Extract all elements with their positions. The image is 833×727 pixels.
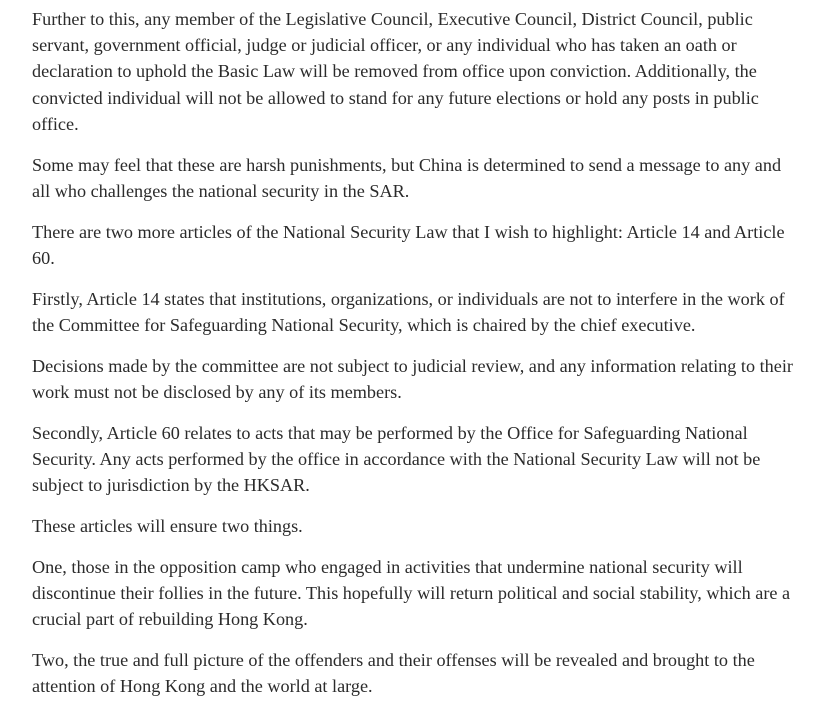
article-paragraph: There are two more articles of the National Security Law that I wish to highlight: Article 14 and Article 60. (32, 221, 785, 268)
article-paragraph: These articles will ensure two things. (32, 515, 303, 536)
article-paragraph: Further to this, any member of the Legislative Council, Executive Council, District Council, public servant, government official, judge or judicial officer, or any individual who has taken an oath or declaration to uphold the Basic Law will be removed from office upon conviction. Additionally, the convicted individual will not be allowed to stand for any future elections or hold any posts in public office. (32, 9, 759, 134)
article-paragraph: One, those in the opposition camp who engaged in activities that undermine national security will discontinue their follies in the future. This hopefully will return political and social stability, which are a crucial part of rebuilding Hong Kong. (32, 556, 791, 630)
article-paragraph: Two, the true and full picture of the offenders and their offenses will be revealed and brought to the attention of Hong Kong and the world at large. (32, 649, 755, 697)
article-paragraph: Decisions made by the committee are not subject to judicial review, and any information relating to their work must not be disclosed by any of its members. (32, 355, 793, 402)
article-paragraph: Secondly, Article 60 relates to acts that may be performed by the Office for Safeguarding National Security. Any acts performed by the office in accordance with the National Security Law will not be subject to jurisdiction by the HKSAR. (32, 422, 761, 496)
article-paragraph: Some may feel that these are harsh punishments, but China is determined to send a message to any and all who challenges the national security in the SAR. (32, 154, 782, 201)
article-paragraph: Firstly, Article 14 states that institutions, organizations, or individuals are not to interfere in the work of the Committee for Safeguarding National Security, which is chaired by the chief executive. (32, 288, 785, 335)
